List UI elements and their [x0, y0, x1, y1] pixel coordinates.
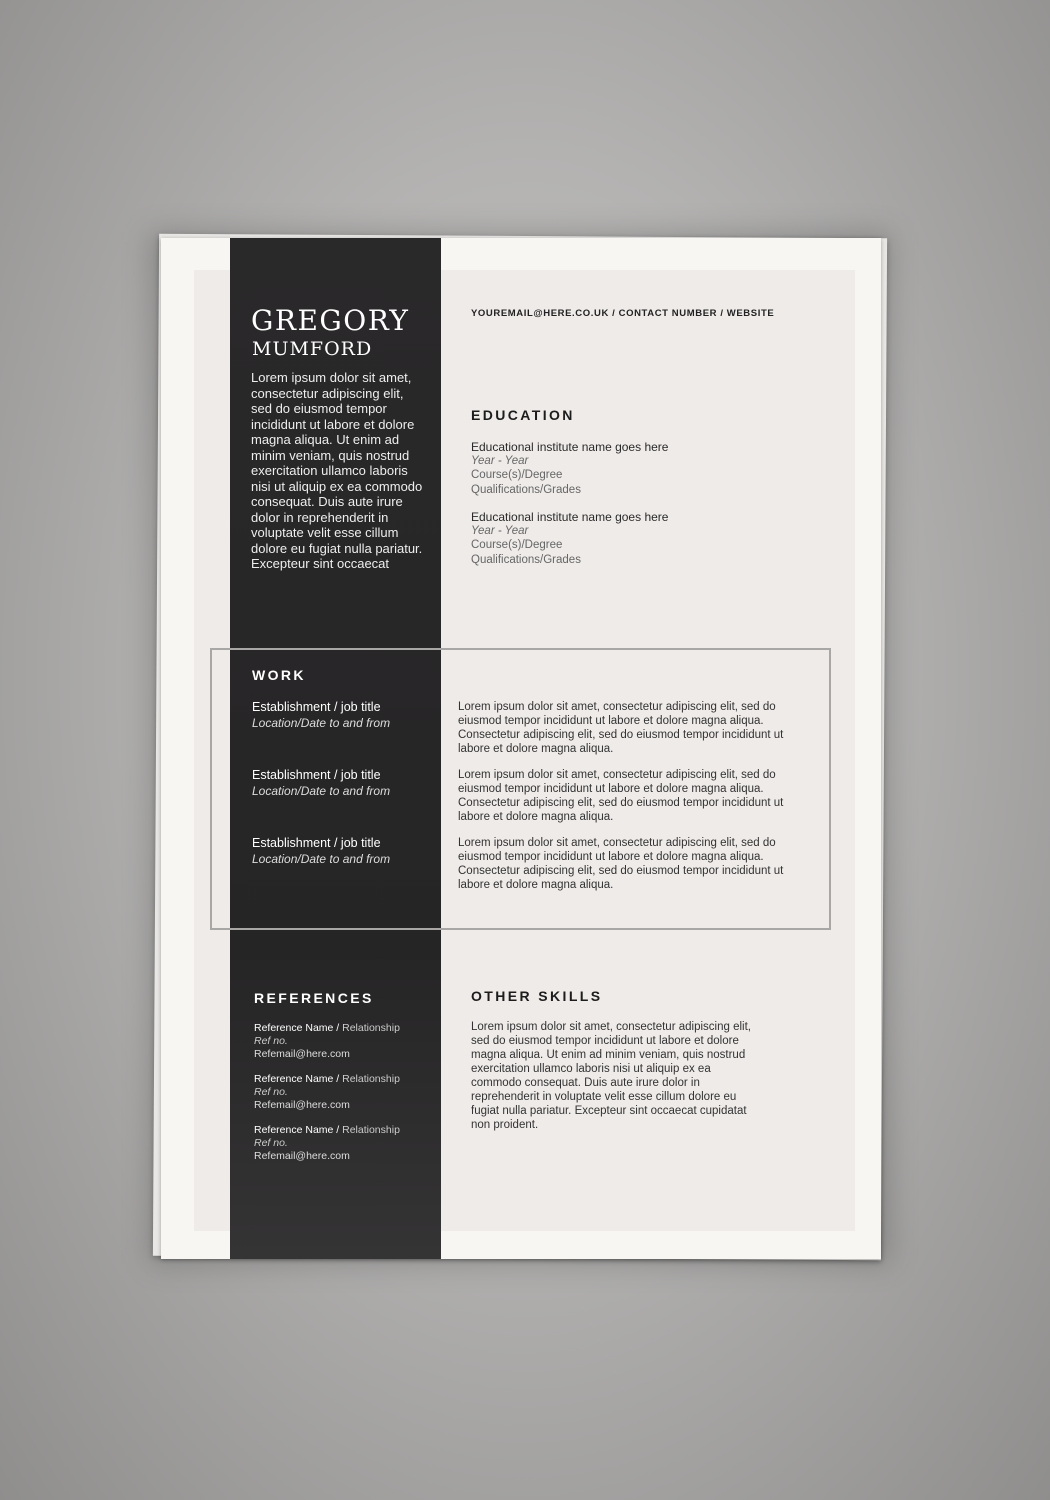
- reference-entry: [254, 1124, 434, 1162]
- job-location: Location/Date to and from: [252, 784, 391, 798]
- reference-relationship: Relationship: [342, 1124, 400, 1136]
- job-title: Establishment / job title: [252, 768, 381, 782]
- reference-number: Ref no.: [254, 1136, 288, 1149]
- other-skills-heading: OTHER SKILLS: [471, 988, 603, 1004]
- reference-email: Refemail@here.com: [254, 1149, 350, 1162]
- references-heading: REFERENCES: [254, 990, 374, 1006]
- reference-name: Reference Name /: [254, 1073, 343, 1085]
- education-institute: Educational institute name goes here: [471, 510, 669, 524]
- education-course: Course(s)/Degree: [471, 469, 563, 482]
- resume-sheet: [161, 238, 881, 1259]
- job-title: Establishment / job title: [252, 700, 381, 714]
- job-description: Lorem ipsum dolor sit amet, consectetur adipiscing elit, sed do eiusmod tempor incididunt ut labore et dolore magna aliqua. Consectetur adipiscing elit, sed do eiusmod tempor incididunt ut labore et dolore magna aliqua.: [458, 769, 784, 823]
- education-years: Year - Year: [471, 455, 529, 468]
- other-skills-text: Lorem ipsum dolor sit amet, consectetur adipiscing elit, sed do eiusmod tempor incididunt ut labore et dolore magna aliqua. Ut enim ad minim veniam, quis nostrud exercitation ullamco laboris nisi ut aliquip ex ea commodo consequat. Duis aute irure dolor in reprehenderit in voluptate velit esse cillum dolore eu fugiat nulla pariatur. Excepteur sint occaecat cupidatat non proident.: [471, 1021, 751, 1131]
- job-entry: [252, 835, 432, 867]
- job-description: Lorem ipsum dolor sit amet, consectetur adipiscing elit, sed do eiusmod tempor incididunt ut labore et dolore magna aliqua. Consectetur adipiscing elit, sed do eiusmod tempor incididunt ut labore et dolore magna aliqua.: [458, 837, 784, 891]
- reference-email: Refemail@here.com: [254, 1098, 350, 1111]
- profile-summary: Lorem ipsum dolor sit amet, consectetur adipiscing elit, sed do eiusmod tempor incididunt ut labore et dolore magna aliqua. Ut enim ad minim veniam, quis nostrud exercitation ullamco laboris nisi ut aliquip ex ea commodo consequat. Duis aute irure dolor in reprehenderit in voluptate velit esse cillum dolore eu fugiat nulla pariatur. Excepteur sint occaecat: [251, 370, 423, 571]
- job-location: Location/Date to and from: [252, 852, 391, 866]
- education-grades: Qualifications/Grades: [471, 483, 581, 496]
- education-heading: EDUCATION: [471, 407, 575, 423]
- reference-relationship: Relationship: [342, 1073, 400, 1085]
- reference-entry: [254, 1022, 434, 1060]
- reference-number: Ref no.: [254, 1034, 288, 1047]
- job-entry: [252, 699, 432, 731]
- job-entry: [252, 767, 432, 799]
- reference-email: Refemail@here.com: [254, 1047, 350, 1060]
- education-institute: Educational institute name goes here: [471, 440, 669, 454]
- job-location: Location/Date to and from: [252, 716, 391, 730]
- reference-number: Ref no.: [254, 1085, 288, 1098]
- work-heading: WORK: [252, 667, 306, 683]
- contact-line: YOUREMAIL@HERE.CO.UK / CONTACT NUMBER / WEBSITE: [471, 308, 775, 319]
- education-grades: Qualifications/Grades: [471, 553, 581, 566]
- job-description: Lorem ipsum dolor sit amet, consectetur adipiscing elit, sed do eiusmod tempor incididunt ut labore et dolore magna aliqua. Consectetur adipiscing elit, sed do eiusmod tempor incididunt ut labore et dolore magna aliqua.: [458, 701, 784, 755]
- job-title: Establishment / job title: [252, 836, 381, 850]
- education-years: Year - Year: [471, 525, 529, 538]
- name-first: GREGORY: [251, 304, 410, 337]
- education-entry: [471, 510, 771, 567]
- name-last: MUMFORD: [252, 338, 373, 360]
- education-entry: [471, 440, 771, 497]
- reference-name: Reference Name /: [254, 1022, 343, 1034]
- education-course: Course(s)/Degree: [471, 539, 563, 552]
- reference-entry: [254, 1073, 434, 1111]
- reference-name: Reference Name /: [254, 1124, 343, 1136]
- reference-relationship: Relationship: [342, 1022, 400, 1034]
